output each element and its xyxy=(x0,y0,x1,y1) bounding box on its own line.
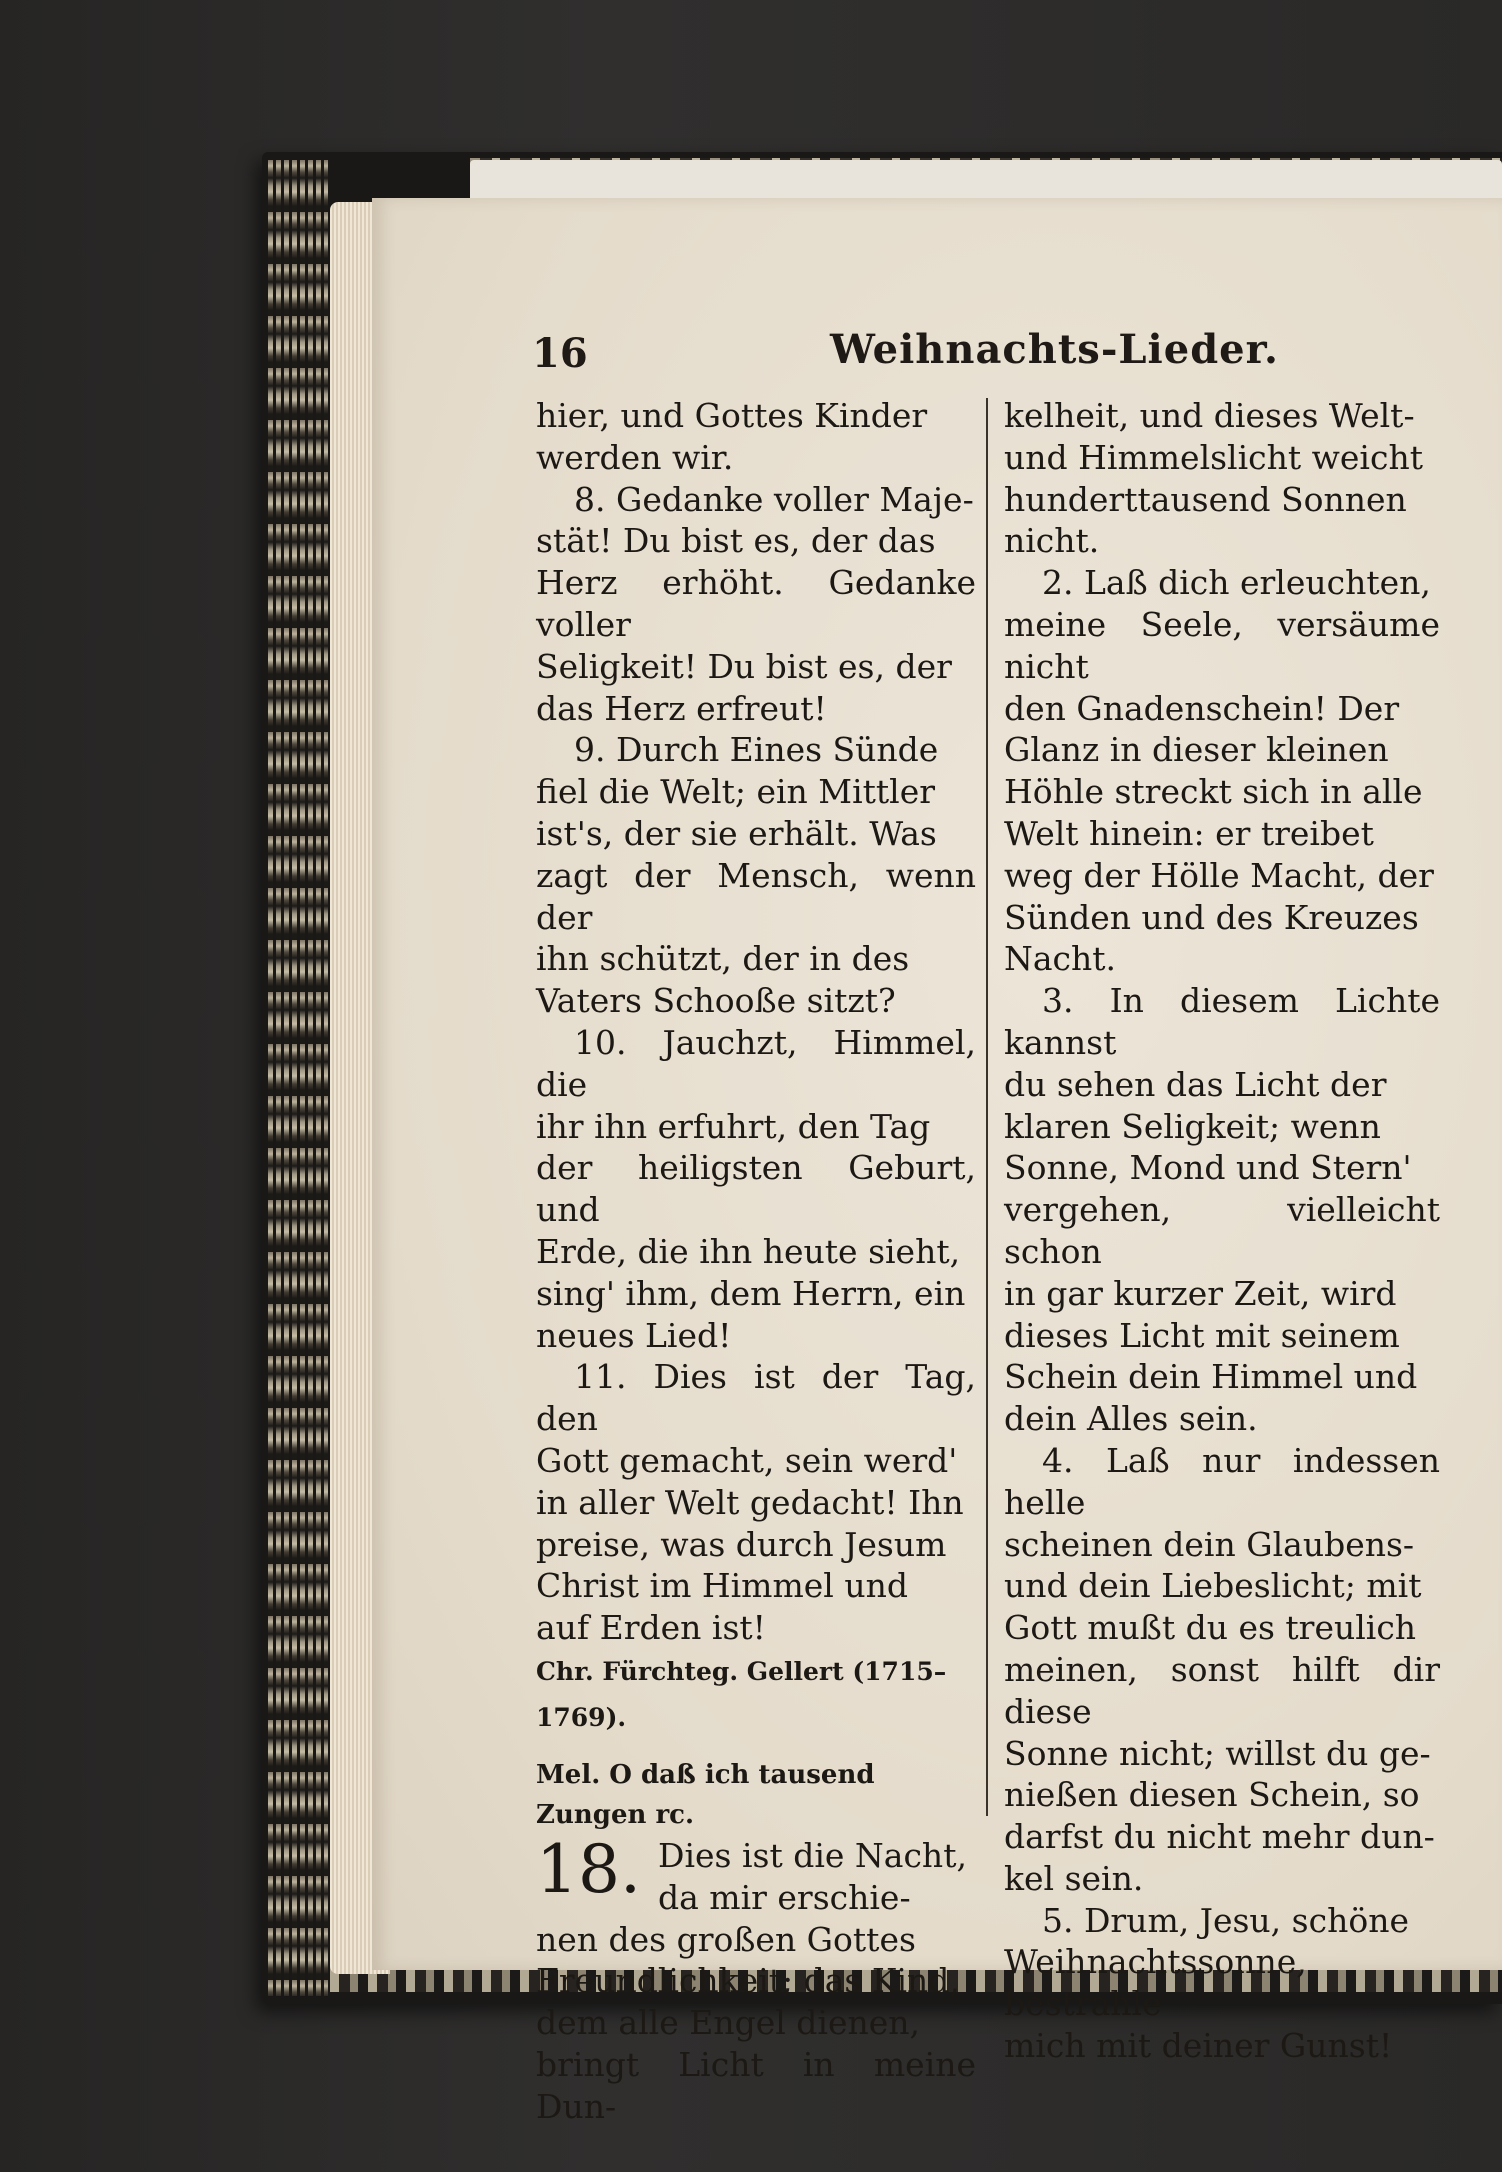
hymn-number: 18. xyxy=(536,1830,641,1908)
hymn-start xyxy=(536,1830,976,1919)
text-line: hier, und Gottes Kinder xyxy=(536,396,928,435)
text-line: nicht. xyxy=(1004,521,1100,561)
text-line: in aller Welt gedacht! Ihn xyxy=(536,1482,964,1522)
text-line: mich mit deiner Gunst! xyxy=(1004,2026,1393,2066)
verse-start: 4. Laß nur indessen helle xyxy=(1004,1440,1440,1522)
author-attribution: Chr. Fürchteg. Gellert (1715–1769). xyxy=(536,1656,947,1732)
text-line: Seligkeit! Du bist es, der xyxy=(536,646,952,686)
text-line: dein Alles sein. xyxy=(1004,1399,1258,1439)
text-line: zagt der Mensch, wenn der xyxy=(536,855,976,937)
text-line: meine Seele, versäume nicht xyxy=(1004,604,1440,686)
text-line: ist's, der sie erhält. Was xyxy=(536,813,937,853)
text-line: nießen diesen Schein, so xyxy=(1004,1775,1420,1815)
left-column xyxy=(536,395,976,2127)
text-line: in gar kurzer Zeit, wird xyxy=(1004,1273,1397,1313)
text-line: der heiligsten Geburt, und xyxy=(536,1148,976,1230)
text-line: darfst du nicht mehr dun- xyxy=(1004,1817,1435,1857)
text-line: ihn schützt, der in des xyxy=(536,939,910,979)
text-line: da mir erschie- xyxy=(658,1877,911,1917)
text-line: Vaters Schooße sitzt? xyxy=(536,981,896,1021)
text-line: kelheit, und dieses Welt- xyxy=(1004,396,1415,435)
text-line: und dein Liebeslicht; mit xyxy=(1004,1566,1422,1606)
melody-note: Mel. O daß ich tausend Zungen rc. xyxy=(536,1759,875,1830)
right-column xyxy=(1004,395,1440,2067)
verse-start: 11. Dies ist der Tag, den xyxy=(536,1357,976,1439)
text-line: meinen, sonst hilft dir diese xyxy=(1004,1649,1440,1731)
text-line: Gott gemacht, sein werd' xyxy=(536,1440,958,1480)
text-line: Freundlichkeit; das Kind, xyxy=(536,1961,960,2001)
text-line: scheinen dein Glaubens- xyxy=(1004,1524,1415,1564)
cover-ornament-left xyxy=(268,160,328,1996)
text-line: das Herz erfreut! xyxy=(536,688,827,728)
text-line: Christ im Himmel und xyxy=(536,1566,908,1606)
text-line: Welt hinein: er treibet xyxy=(1004,813,1374,853)
text-line: Weihnachtssonne, bestrahle xyxy=(1004,1942,1307,2024)
text-line: Erde, die ihn heute sieht, xyxy=(536,1231,961,1271)
text-line: kel sein. xyxy=(1004,1858,1144,1898)
text-line: Höhle streckt sich in alle xyxy=(1004,772,1423,812)
text-line: Schein dein Himmel und xyxy=(1004,1357,1418,1397)
text-line: fiel die Welt; ein Mittler xyxy=(536,772,936,812)
text-line: nen des großen Gottes xyxy=(536,1919,916,1959)
verse-start: 2. Laß dich erleuchten, xyxy=(1042,563,1431,603)
text-line: dieses Licht mit seinem xyxy=(1004,1315,1400,1355)
text-line: du sehen das Licht der xyxy=(1004,1064,1387,1104)
text-line: auf Erden ist! xyxy=(536,1608,766,1648)
verse-start: 10. Jauchzt, Himmel, die xyxy=(536,1022,976,1104)
text-line: und Himmelslicht weicht xyxy=(1004,437,1423,477)
text-line: weg der Hölle Macht, der xyxy=(1004,855,1434,895)
text-line: Sonne, Mond und Stern' xyxy=(1004,1148,1412,1188)
text-line: Nacht. xyxy=(1004,939,1117,979)
text-line: dem alle Engel dienen, xyxy=(536,2003,921,2043)
verse-start: 8. Gedanke voller Maje- xyxy=(574,479,974,519)
verse-start: 5. Drum, Jesu, schöne xyxy=(1042,1900,1409,1940)
text-line: Glanz in dieser kleinen xyxy=(1004,730,1389,770)
text-line: preise, was durch Jesum xyxy=(536,1524,947,1564)
text-line: sing' ihm, dem Herrn, ein xyxy=(536,1273,966,1313)
page-number: 16 xyxy=(532,330,588,377)
running-head: Weihnachts-Lieder. xyxy=(830,326,1279,373)
text-line: Herz erhöht. Gedanke voller xyxy=(536,563,976,644)
text-line: ihr ihn erfuhrt, den Tag xyxy=(536,1106,931,1146)
text-line: Dies ist die Nacht, xyxy=(658,1835,967,1875)
text-line: Gott mußt du es treulich xyxy=(1004,1608,1417,1648)
text-line: bringt Licht in meine Dun- xyxy=(536,2044,976,2126)
text-line: stät! Du bist es, der das xyxy=(536,521,936,561)
text-line: klaren Seligkeit; wenn xyxy=(1004,1106,1381,1146)
text-line: den Gnadenschein! Der xyxy=(1004,688,1400,728)
verse-start: 3. In diesem Lichte kannst xyxy=(1004,981,1440,1062)
verse-start: 9. Durch Eines Sünde xyxy=(574,730,939,770)
column-divider xyxy=(986,398,988,1816)
text-line: werden wir. xyxy=(536,437,734,477)
text-line: neues Lied! xyxy=(536,1315,732,1355)
text-line: vergehen, vielleicht schon xyxy=(1004,1190,1440,1271)
text-line: Sonne nicht; willst du ge- xyxy=(1004,1733,1431,1773)
text-line: hunderttausend Sonnen xyxy=(1004,479,1407,519)
text-line: Sünden und des Kreuzes xyxy=(1004,897,1419,937)
